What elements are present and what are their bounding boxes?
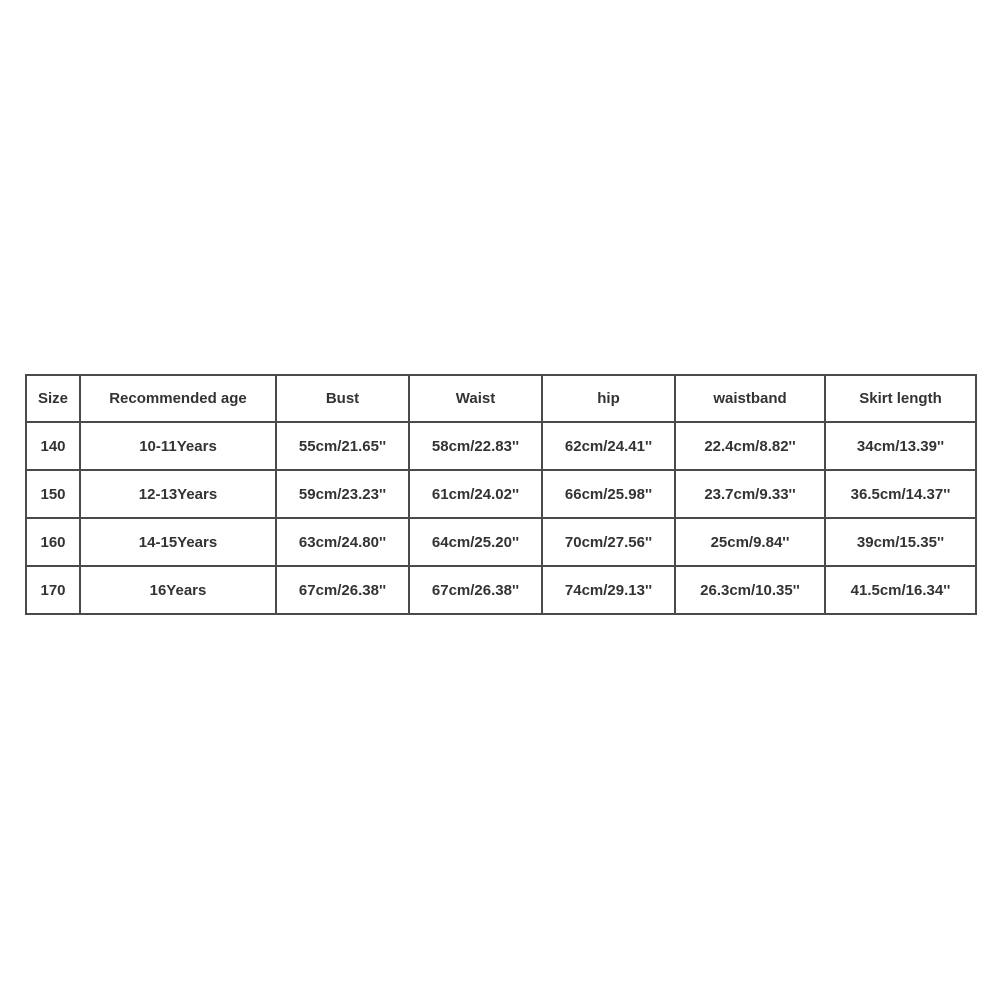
cell-bust: 67cm/26.38'' bbox=[276, 566, 409, 614]
cell-skirt-length: 34cm/13.39'' bbox=[825, 422, 976, 470]
header-recommended-age: Recommended age bbox=[80, 375, 276, 422]
cell-waistband: 25cm/9.84'' bbox=[675, 518, 825, 566]
cell-skirt-length: 36.5cm/14.37'' bbox=[825, 470, 976, 518]
cell-hip: 74cm/29.13'' bbox=[542, 566, 675, 614]
cell-age: 12-13Years bbox=[80, 470, 276, 518]
header-skirt-length: Skirt length bbox=[825, 375, 976, 422]
cell-size: 160 bbox=[26, 518, 80, 566]
cell-waistband: 26.3cm/10.35'' bbox=[675, 566, 825, 614]
header-waistband: waistband bbox=[675, 375, 825, 422]
cell-waistband: 22.4cm/8.82'' bbox=[675, 422, 825, 470]
header-row bbox=[26, 375, 976, 422]
cell-age: 10-11Years bbox=[80, 422, 276, 470]
table-row bbox=[26, 518, 976, 566]
header-bust: Bust bbox=[276, 375, 409, 422]
cell-waistband: 23.7cm/9.33'' bbox=[675, 470, 825, 518]
cell-size: 140 bbox=[26, 422, 80, 470]
header-size: Size bbox=[26, 375, 80, 422]
header-waist: Waist bbox=[409, 375, 542, 422]
cell-skirt-length: 41.5cm/16.34'' bbox=[825, 566, 976, 614]
cell-age: 16Years bbox=[80, 566, 276, 614]
cell-hip: 66cm/25.98'' bbox=[542, 470, 675, 518]
cell-skirt-length: 39cm/15.35'' bbox=[825, 518, 976, 566]
cell-bust: 55cm/21.65'' bbox=[276, 422, 409, 470]
table-row bbox=[26, 566, 976, 614]
cell-size: 150 bbox=[26, 470, 80, 518]
cell-hip: 70cm/27.56'' bbox=[542, 518, 675, 566]
size-chart-table bbox=[25, 374, 977, 615]
cell-bust: 63cm/24.80'' bbox=[276, 518, 409, 566]
cell-waist: 67cm/26.38'' bbox=[409, 566, 542, 614]
cell-bust: 59cm/23.23'' bbox=[276, 470, 409, 518]
cell-waist: 64cm/25.20'' bbox=[409, 518, 542, 566]
table-row bbox=[26, 470, 976, 518]
table-row bbox=[26, 422, 976, 470]
cell-size: 170 bbox=[26, 566, 80, 614]
cell-waist: 61cm/24.02'' bbox=[409, 470, 542, 518]
cell-waist: 58cm/22.83'' bbox=[409, 422, 542, 470]
cell-hip: 62cm/24.41'' bbox=[542, 422, 675, 470]
cell-age: 14-15Years bbox=[80, 518, 276, 566]
header-hip: hip bbox=[542, 375, 675, 422]
